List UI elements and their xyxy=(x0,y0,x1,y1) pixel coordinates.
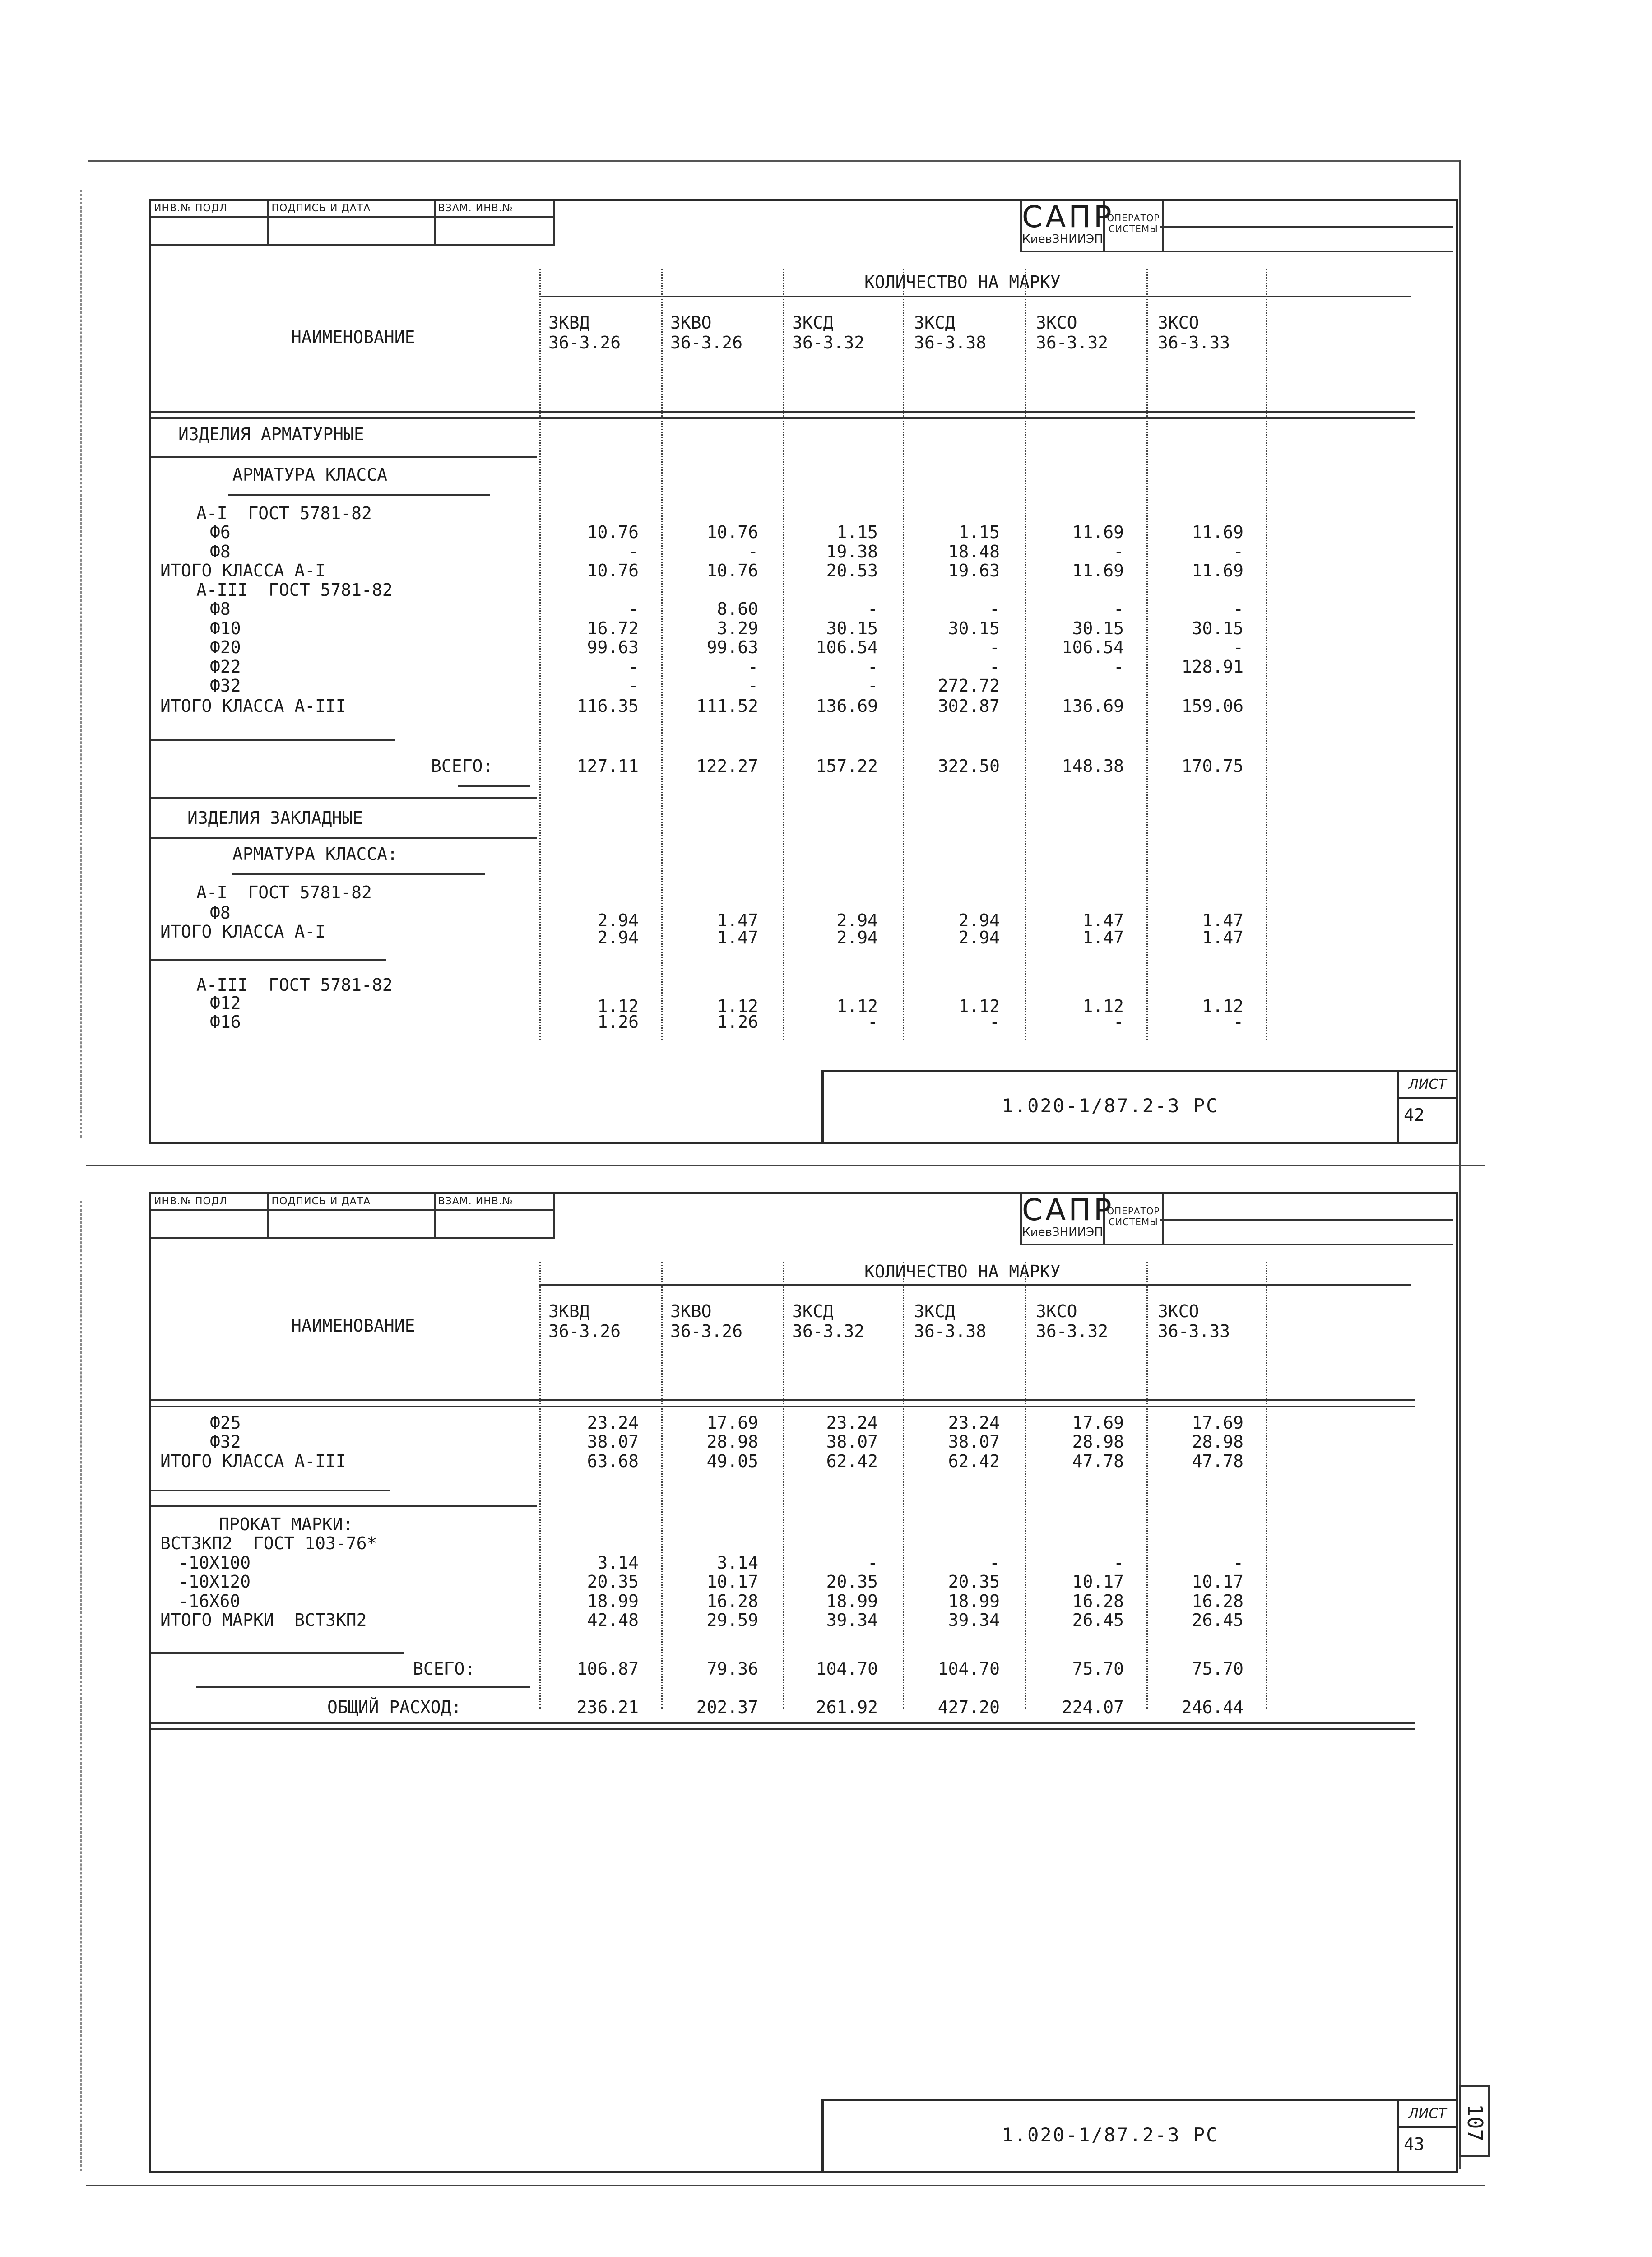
cell-value: 26.45 xyxy=(1072,1610,1124,1630)
cell-value: - xyxy=(868,1553,878,1573)
cell-value: 122.27 xyxy=(696,756,758,776)
column-separator xyxy=(783,1262,784,1709)
row-label: ИЗДЕЛИЯ ЗАКЛАДНЫЕ xyxy=(187,808,363,828)
cell-value: 1.26 xyxy=(597,1012,639,1032)
sheet-label: ЛИСТ xyxy=(1399,2101,1456,2128)
row-label: ИТОГО КЛАССА А-III xyxy=(160,1451,346,1471)
sheet-number: 43 xyxy=(1404,2134,1425,2154)
total-rule xyxy=(196,1686,530,1688)
cell-value: 19.38 xyxy=(826,542,878,562)
column-header-mark-5: ЗКСО xyxy=(1036,313,1077,333)
column-header-series-4: 36-3.38 xyxy=(914,1321,987,1341)
cell-value: 170.75 xyxy=(1181,756,1244,776)
column-separator xyxy=(1266,1262,1267,1709)
row-label: ВСТ3КП2 ГОСТ 103-76* xyxy=(160,1533,377,1553)
cell-value: 11.69 xyxy=(1072,522,1124,542)
cell-value: 29.59 xyxy=(706,1610,758,1630)
sapr-blank-cells xyxy=(1160,1194,1453,1245)
cell-value: - xyxy=(628,599,639,619)
cell-value: - xyxy=(1233,1012,1244,1032)
cell-value: 3.14 xyxy=(717,1553,758,1573)
cell-value: 10.76 xyxy=(706,561,758,581)
title-block xyxy=(821,2099,1456,2171)
cell-value: - xyxy=(1233,1553,1244,1573)
column-header-mark-4: ЗКСД xyxy=(914,313,956,333)
section-rule xyxy=(228,494,490,496)
cell-value: 10.76 xyxy=(706,522,758,542)
cell-value: 38.07 xyxy=(826,1432,878,1452)
middle-separator-line xyxy=(86,1165,1485,1166)
cell-value: - xyxy=(1114,1012,1124,1032)
column-header-series-1: 36-3.26 xyxy=(548,1321,621,1341)
cell-value: 159.06 xyxy=(1181,696,1244,716)
section-rule xyxy=(151,837,537,839)
sapr-stamp xyxy=(1020,1194,1164,1245)
cell-value: 18.99 xyxy=(587,1591,639,1611)
sapr-logo-text: САПР xyxy=(1022,1193,1114,1227)
cell-value: 17.69 xyxy=(1192,1413,1244,1433)
stamp-inv-podl: ИНВ.№ ПОДЛ xyxy=(151,1194,269,1239)
cell-value: - xyxy=(748,657,758,677)
cell-value: 236.21 xyxy=(576,1697,639,1717)
row-label: А-III ГОСТ 5781-82 xyxy=(196,975,393,995)
row-label: ИТОГО МАРКИ ВСТ3КП2 xyxy=(160,1610,367,1630)
cell-value: 38.07 xyxy=(948,1432,1000,1452)
sheet-number: 42 xyxy=(1404,1105,1425,1125)
cell-value: 302.87 xyxy=(937,696,1000,716)
org-name: КиевЗНИИЭП xyxy=(1022,1226,1103,1239)
cell-value: 38.07 xyxy=(587,1432,639,1452)
cell-value: - xyxy=(989,599,1000,619)
cell-value: 1.47 xyxy=(1082,910,1124,930)
row-label: ИЗДЕЛИЯ АРМАТУРНЫЕ xyxy=(178,424,364,444)
section-rule xyxy=(151,1505,537,1507)
row-label: ВСЕГО: xyxy=(431,756,493,776)
column-header-mark-1: ЗКВД xyxy=(548,1301,590,1321)
total-rule xyxy=(151,1490,390,1491)
sapr-logo-text: САПР xyxy=(1022,200,1114,234)
stamp-vzam-inv: ВЗАМ. ИНВ.№ xyxy=(436,1194,555,1239)
cell-value: 1.12 xyxy=(836,996,878,1016)
row-label: Ф32 xyxy=(210,1432,241,1452)
column-header-series-6: 36-3.33 xyxy=(1158,1321,1230,1341)
cell-value: 106.54 xyxy=(816,637,878,657)
bottom-frame-line xyxy=(86,2185,1485,2186)
cell-value: 39.34 xyxy=(826,1610,878,1630)
cell-value: 30.15 xyxy=(948,618,1000,638)
cell-value: 3.29 xyxy=(717,618,758,638)
cell-value: - xyxy=(1233,637,1244,657)
cell-value: 20.35 xyxy=(587,1572,639,1592)
cell-value: 75.70 xyxy=(1072,1659,1124,1679)
cell-value: 49.05 xyxy=(706,1451,758,1471)
column-separator xyxy=(661,1262,663,1709)
cell-value: - xyxy=(1114,657,1124,677)
column-header-mark-2: ЗКВО xyxy=(670,313,712,333)
column-header-mark-3: ЗКСД xyxy=(792,313,834,333)
cell-value: 272.72 xyxy=(937,676,1000,696)
cell-value: 75.70 xyxy=(1192,1659,1244,1679)
column-header-series-1: 36-3.26 xyxy=(548,333,621,353)
row-label: -10Х100 xyxy=(178,1553,251,1573)
cell-value: 104.70 xyxy=(937,1659,1000,1679)
column-header-series-2: 36-3.26 xyxy=(670,1321,743,1341)
cell-value: 28.98 xyxy=(1192,1432,1244,1452)
cell-value: - xyxy=(989,637,1000,657)
cell-value: 16.28 xyxy=(706,1591,758,1611)
side-page-number: 107 xyxy=(1459,2085,1490,2157)
cell-value: 8.60 xyxy=(717,599,758,619)
cell-value: 11.69 xyxy=(1192,522,1244,542)
cell-value: - xyxy=(1233,542,1244,562)
section-rule xyxy=(151,456,537,458)
document-code: 1.020-1/87.2-3 РС xyxy=(1002,2124,1219,2146)
document-code: 1.020-1/87.2-3 РС xyxy=(1002,1095,1219,1117)
row-label: АРМАТУРА КЛАССА xyxy=(232,465,388,485)
cell-value: 16.28 xyxy=(1072,1591,1124,1611)
column-separator xyxy=(1146,1262,1148,1709)
cell-value: 1.47 xyxy=(717,910,758,930)
cell-value: 47.78 xyxy=(1192,1451,1244,1471)
cell-value: 20.35 xyxy=(826,1572,878,1592)
row-label: Ф8 xyxy=(210,903,231,923)
cell-value: 10.76 xyxy=(587,522,639,542)
total-rule xyxy=(458,785,530,787)
total-rule xyxy=(151,959,386,961)
cell-value: - xyxy=(748,676,758,696)
columns-header: КОЛИЧЕСТВО НА МАРКУ xyxy=(864,272,1061,292)
cell-value: 23.24 xyxy=(948,1413,1000,1433)
footer-double-rule xyxy=(151,1722,1415,1730)
column-header-series-6: 36-3.33 xyxy=(1158,333,1230,353)
row-label: -16Х60 xyxy=(178,1591,241,1611)
cell-value: 79.36 xyxy=(706,1659,758,1679)
cell-value: 42.48 xyxy=(587,1610,639,1630)
column-header-series-3: 36-3.32 xyxy=(792,1321,865,1341)
cell-value: 224.07 xyxy=(1062,1697,1124,1717)
cell-value: - xyxy=(868,599,878,619)
cell-value: 63.68 xyxy=(587,1451,639,1471)
cell-value: 16.72 xyxy=(587,618,639,638)
column-separator xyxy=(903,1262,904,1709)
cell-value: 128.91 xyxy=(1181,657,1244,677)
cell-value: 2.94 xyxy=(958,928,1000,947)
row-label: А-I ГОСТ 5781-82 xyxy=(196,503,372,523)
cell-value: 20.35 xyxy=(948,1572,1000,1592)
cell-value: - xyxy=(1233,599,1244,619)
name-header: НАИМЕНОВАНИЕ xyxy=(291,1316,415,1336)
row-label: ИТОГО КЛАССА А-I xyxy=(160,561,326,581)
cell-value: 1.15 xyxy=(958,522,1000,542)
cell-value: 17.69 xyxy=(1072,1413,1124,1433)
row-label: ОБЩИЙ РАСХОД: xyxy=(327,1697,462,1717)
column-header-series-3: 36-3.32 xyxy=(792,333,865,353)
cell-value: 1.15 xyxy=(836,522,878,542)
cell-value: 11.69 xyxy=(1072,561,1124,581)
column-header-series-5: 36-3.32 xyxy=(1036,1321,1109,1341)
header-rule xyxy=(539,296,1411,297)
cell-value: 39.34 xyxy=(948,1610,1000,1630)
cell-value: 1.47 xyxy=(1082,928,1124,947)
column-header-series-5: 36-3.32 xyxy=(1036,333,1109,353)
stamp-inv-podl: ИНВ.№ ПОДЛ xyxy=(151,201,269,246)
cell-value: - xyxy=(628,676,639,696)
cell-value: 10.17 xyxy=(1192,1572,1244,1592)
sheet-43 xyxy=(149,1192,1458,2173)
operator-label: ОПЕРАТОР СИСТЕМЫ xyxy=(1107,213,1160,234)
column-header-mark-6: ЗКСО xyxy=(1158,1301,1199,1321)
cell-value: 1.26 xyxy=(717,1012,758,1032)
cell-value: 136.69 xyxy=(1062,696,1124,716)
cell-value: 246.44 xyxy=(1181,1697,1244,1717)
row-label: Ф8 xyxy=(210,599,231,619)
row-label: ВСЕГО: xyxy=(413,1659,475,1679)
column-header-mark-5: ЗКСО xyxy=(1036,1301,1077,1321)
cell-value: 17.69 xyxy=(706,1413,758,1433)
total-rule xyxy=(151,739,395,741)
sheet-42 xyxy=(149,199,1458,1144)
cell-value: 10.76 xyxy=(587,561,639,581)
stamp-vzam-inv: ВЗАМ. ИНВ.№ xyxy=(436,201,555,246)
row-label: ИТОГО КЛАССА А-I xyxy=(160,922,326,942)
sapr-stamp xyxy=(1020,201,1164,252)
cell-value: 18.99 xyxy=(948,1591,1000,1611)
total-rule xyxy=(151,1652,404,1654)
cell-value: - xyxy=(628,542,639,562)
cell-value: 1.47 xyxy=(1202,928,1244,947)
cell-value: 202.37 xyxy=(696,1697,758,1717)
cell-value: 1.12 xyxy=(717,996,758,1016)
cell-value: 104.70 xyxy=(816,1659,878,1679)
cell-value: 19.63 xyxy=(948,561,1000,581)
header-rule xyxy=(539,1284,1411,1286)
cell-value: 148.38 xyxy=(1062,756,1124,776)
section-rule xyxy=(151,797,537,799)
cell-value: 30.15 xyxy=(1192,618,1244,638)
cell-value: 127.11 xyxy=(576,756,639,776)
row-label: Ф10 xyxy=(210,618,241,638)
cell-value: 99.63 xyxy=(706,637,758,657)
column-header-mark-3: ЗКСД xyxy=(792,1301,834,1321)
approval-stamp xyxy=(151,201,555,246)
cell-value: - xyxy=(989,1012,1000,1032)
cell-value: 2.94 xyxy=(597,910,639,930)
row-label: ИТОГО КЛАССА А-III xyxy=(160,696,346,716)
cell-value: 30.15 xyxy=(1072,618,1124,638)
left-binding-mark xyxy=(80,1201,83,2171)
cell-value: 116.35 xyxy=(576,696,639,716)
cell-value: 10.17 xyxy=(1072,1572,1124,1592)
cell-value: 23.24 xyxy=(587,1413,639,1433)
cell-value: 2.94 xyxy=(836,928,878,947)
column-separator xyxy=(539,1262,541,1709)
cell-value: 10.17 xyxy=(706,1572,758,1592)
column-header-series-2: 36-3.26 xyxy=(670,333,743,353)
cell-value: 99.63 xyxy=(587,637,639,657)
column-header-series-4: 36-3.38 xyxy=(914,333,987,353)
section-rule xyxy=(232,873,485,875)
cell-value: 11.69 xyxy=(1192,561,1244,581)
cell-value: 1.12 xyxy=(597,996,639,1016)
row-label: Ф6 xyxy=(210,522,231,542)
cell-value: 111.52 xyxy=(696,696,758,716)
approval-stamp xyxy=(151,1194,555,1239)
row-label: -10Х120 xyxy=(178,1572,251,1592)
cell-value: 2.94 xyxy=(958,910,1000,930)
cell-value: 26.45 xyxy=(1192,1610,1244,1630)
cell-value: 261.92 xyxy=(816,1697,878,1717)
cell-value: - xyxy=(989,1553,1000,1573)
row-label: А-I ГОСТ 5781-82 xyxy=(196,882,372,902)
stamp-signature-date: ПОДПИСЬ И ДАТА xyxy=(269,1194,436,1239)
cell-value: 427.20 xyxy=(937,1697,1000,1717)
cell-value: 28.98 xyxy=(1072,1432,1124,1452)
cell-value: 106.54 xyxy=(1062,637,1124,657)
row-label: Ф8 xyxy=(210,542,231,562)
row-label: Ф16 xyxy=(210,1012,241,1032)
cell-value: - xyxy=(989,657,1000,677)
column-header-mark-2: ЗКВО xyxy=(670,1301,712,1321)
row-label: ПРОКАТ МАРКИ: xyxy=(219,1514,353,1534)
cell-value: 1.12 xyxy=(1082,996,1124,1016)
cell-value: 47.78 xyxy=(1072,1451,1124,1471)
row-label: Ф12 xyxy=(210,993,241,1013)
cell-value: 1.47 xyxy=(717,928,758,947)
cell-value: 1.12 xyxy=(1202,996,1244,1016)
cell-value: - xyxy=(868,1012,878,1032)
row-label: Ф22 xyxy=(210,657,241,677)
cell-value: 136.69 xyxy=(816,696,878,716)
cell-value: 62.42 xyxy=(826,1451,878,1471)
cell-value: 106.87 xyxy=(576,1659,639,1679)
row-label: Ф25 xyxy=(210,1413,241,1433)
cell-value: 2.94 xyxy=(836,910,878,930)
column-header-mark-6: ЗКСО xyxy=(1158,313,1199,333)
title-block xyxy=(821,1070,1456,1142)
row-label: Ф32 xyxy=(210,676,241,696)
cell-value: 157.22 xyxy=(816,756,878,776)
cell-value: 28.98 xyxy=(706,1432,758,1452)
columns-header: КОЛИЧЕСТВО НА МАРКУ xyxy=(864,1262,1061,1282)
cell-value: 1.47 xyxy=(1202,910,1244,930)
top-frame-line xyxy=(88,160,1460,162)
cell-value: - xyxy=(628,657,639,677)
column-header-mark-1: ЗКВД xyxy=(548,313,590,333)
stamp-signature-date: ПОДПИСЬ И ДАТА xyxy=(269,201,436,246)
cell-value: 23.24 xyxy=(826,1413,878,1433)
cell-value: 62.42 xyxy=(948,1451,1000,1471)
cell-value: 16.28 xyxy=(1192,1591,1244,1611)
cell-value: - xyxy=(1114,542,1124,562)
cell-value: 2.94 xyxy=(597,928,639,947)
cell-value: - xyxy=(748,542,758,562)
sheet-label: ЛИСТ xyxy=(1399,1072,1456,1099)
sapr-blank-cells xyxy=(1160,201,1453,252)
cell-value: 322.50 xyxy=(937,756,1000,776)
cell-value: 30.15 xyxy=(826,618,878,638)
row-label: А-III ГОСТ 5781-82 xyxy=(196,580,393,600)
cell-value: - xyxy=(1114,599,1124,619)
column-header-mark-4: ЗКСД xyxy=(914,1301,956,1321)
operator-label: ОПЕРАТОР СИСТЕМЫ xyxy=(1107,1206,1160,1227)
column-separator xyxy=(1025,1262,1026,1709)
name-header: НАИМЕНОВАНИЕ xyxy=(291,327,415,347)
row-label: Ф20 xyxy=(210,637,241,657)
column-separator xyxy=(1266,269,1267,1040)
cell-value: 3.14 xyxy=(597,1553,639,1573)
cell-value: 18.99 xyxy=(826,1591,878,1611)
cell-value: - xyxy=(868,657,878,677)
cell-value: 20.53 xyxy=(826,561,878,581)
cell-value: 1.12 xyxy=(958,996,1000,1016)
cell-value: - xyxy=(1114,1553,1124,1573)
cell-value: - xyxy=(868,676,878,696)
org-name: КиевЗНИИЭП xyxy=(1022,232,1103,246)
cell-value: 18.48 xyxy=(948,542,1000,562)
row-label: АРМАТУРА КЛАССА: xyxy=(232,844,398,864)
left-binding-mark xyxy=(80,190,83,1138)
